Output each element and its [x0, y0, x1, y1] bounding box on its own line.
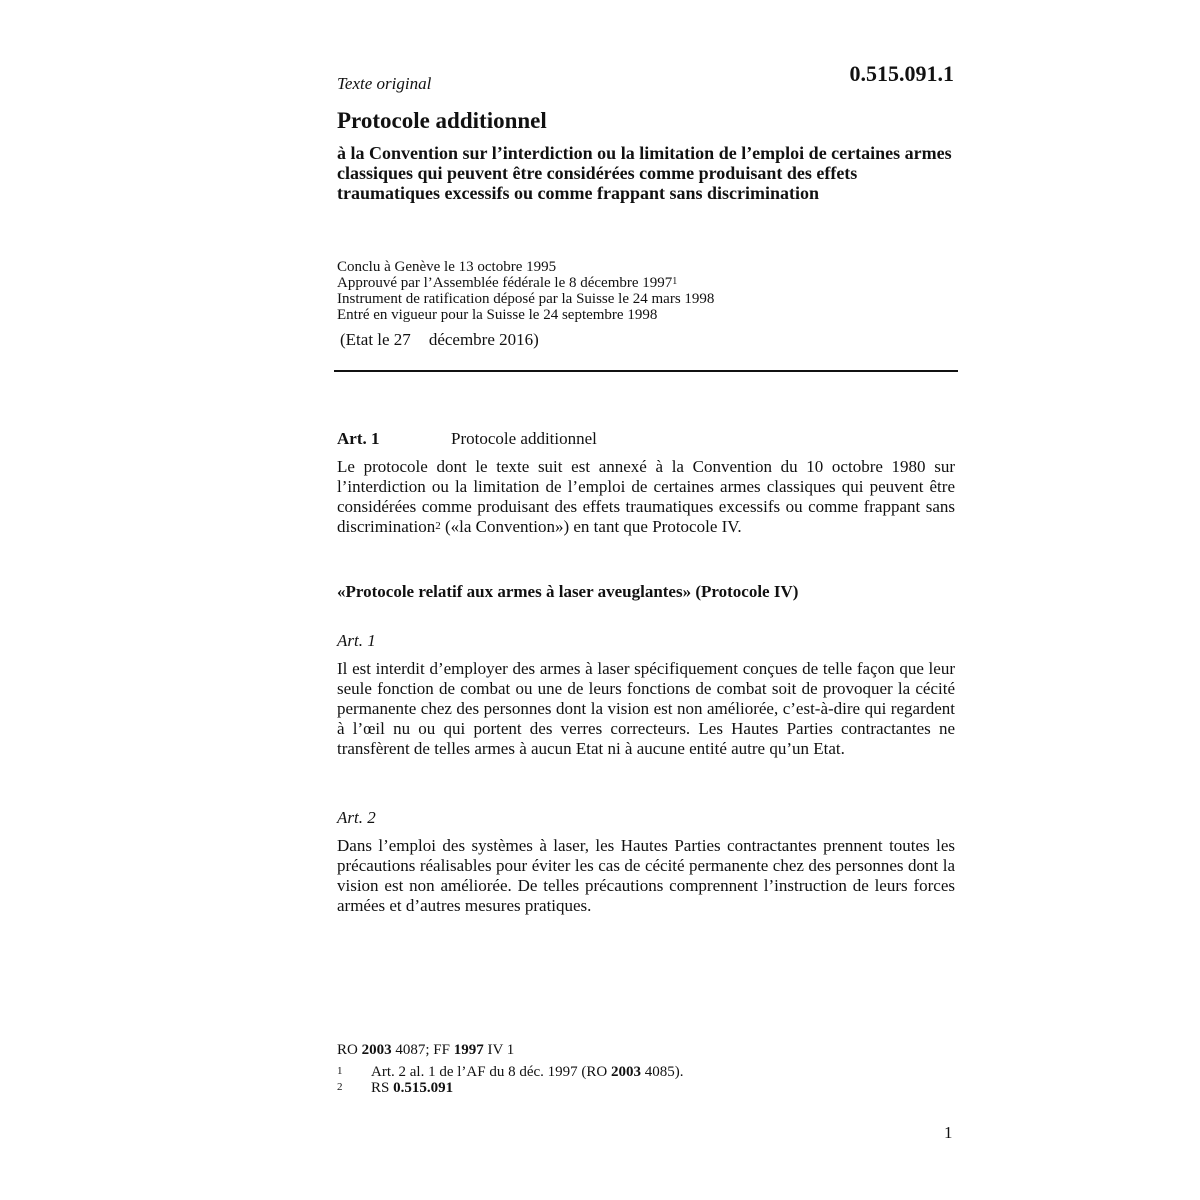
source-reference: [337, 1042, 514, 1059]
approved-text: Approuvé par l’Assemblée fédérale le 8 décembre 1997: [337, 275, 673, 291]
document-metadata: [337, 259, 714, 323]
source-ro-page: 4087; FF: [391, 1042, 454, 1058]
source-ff-rest: IV 1: [483, 1042, 515, 1058]
header-divider: [334, 370, 958, 372]
footnote-1-text: Art. 2 al. 1 de l’AF du 8 déc. 1997 (RO: [371, 1064, 611, 1080]
protocol-title: «Protocole relatif aux armes à laser aveuglantes» (Protocole IV): [337, 582, 799, 601]
footnote-2-mark: 2: [337, 1081, 343, 1093]
state-date: [340, 330, 539, 350]
text-status-label: Texte original: [337, 74, 432, 93]
protocol-article-2-text: Dans l’emploi des systèmes à laser, les Hautes Parties contractantes prennent toutes les précautions réalisables pour éviter les cas de cécité permanente chez des personnes dont la vision est non améliorée. De telles précautions comprennent l’instruction de leurs forces armées et d’autres mesures pratiques.: [337, 836, 955, 915]
article-1-title: Protocole additionnel: [451, 429, 597, 448]
article-1-text: Le protocole dont le texte suit est annexé à la Convention du 10 octobre 1980 sur l’interdiction ou la limitation de l’emploi de certaines armes classiques qui peuvent être considérées comme produisant des effets traumatiques excessifs ou comme frappant sans discrimination: [337, 457, 955, 536]
footnote-2: [337, 1080, 453, 1096]
protocol-article-1-number: Art. 1: [337, 631, 376, 650]
article-1-number: Art. 1: [337, 429, 380, 448]
footnote-1-mark: 1: [337, 1065, 343, 1077]
source-ff-year: 1997: [453, 1042, 484, 1058]
source-ro-prefix: RO: [337, 1042, 362, 1058]
article-1-text-end: («la Convention») en tant que Protocole IV.: [440, 517, 742, 536]
sr-number: 0.515.091.1: [849, 61, 954, 86]
source-ro-year: 2003: [361, 1042, 392, 1058]
footnote-ref-2[interactable]: 2: [435, 520, 441, 532]
protocol-article-1-text: Il est interdit d’employer des armes à laser spécifiquement conçues de telle façon que leur seule fonction de combat ou une de leurs fonctions de combat soit de provoquer la cécité permanente chez des personnes dont la vision est non améliorée, c’est-à-dire qui regardent à l’œil nu ou qui portent des verres correcteurs. Les Hautes Parties contractantes ne transfèrent de telles armes à aucun Etat ni à aucune entité autre qu’un Etat.: [337, 659, 955, 758]
ratification-line: Instrument de ratification déposé par la Suisse le 24 mars 1998: [337, 291, 715, 307]
footnote-2-text: RS: [371, 1080, 394, 1096]
footnote-2-bold: 0.515.091: [393, 1080, 454, 1096]
protocol-article-2-number: Art. 2: [337, 808, 376, 827]
page-number: 1: [944, 1123, 953, 1142]
state-prefix: (Etat le 27: [340, 330, 411, 349]
entry-into-force-line: Entré en vigueur pour la Suisse le 24 septembre 1998: [337, 307, 658, 323]
document-title: Protocole additionnel: [337, 108, 547, 133]
footnote-1: [337, 1064, 683, 1080]
footnote-1-bold: 2003: [610, 1064, 641, 1080]
article-1-heading: [337, 429, 957, 449]
document-subtitle: à la Convention sur l’interdiction ou la limitation de l’emploi de certaines armes classiques qui peuvent être considérées comme produisant des effets traumatiques excessifs ou comme frappant sans discrimination: [337, 143, 952, 203]
concluded-line: Conclu à Genève le 13 octobre 1995: [337, 259, 557, 275]
approved-line: [337, 275, 714, 291]
footnote-1-text-end: 4085).: [640, 1064, 684, 1080]
state-suffix: décembre 2016): [428, 330, 539, 349]
article-1-paragraph: [337, 457, 955, 537]
footnote-ref-1[interactable]: 1: [672, 276, 678, 287]
